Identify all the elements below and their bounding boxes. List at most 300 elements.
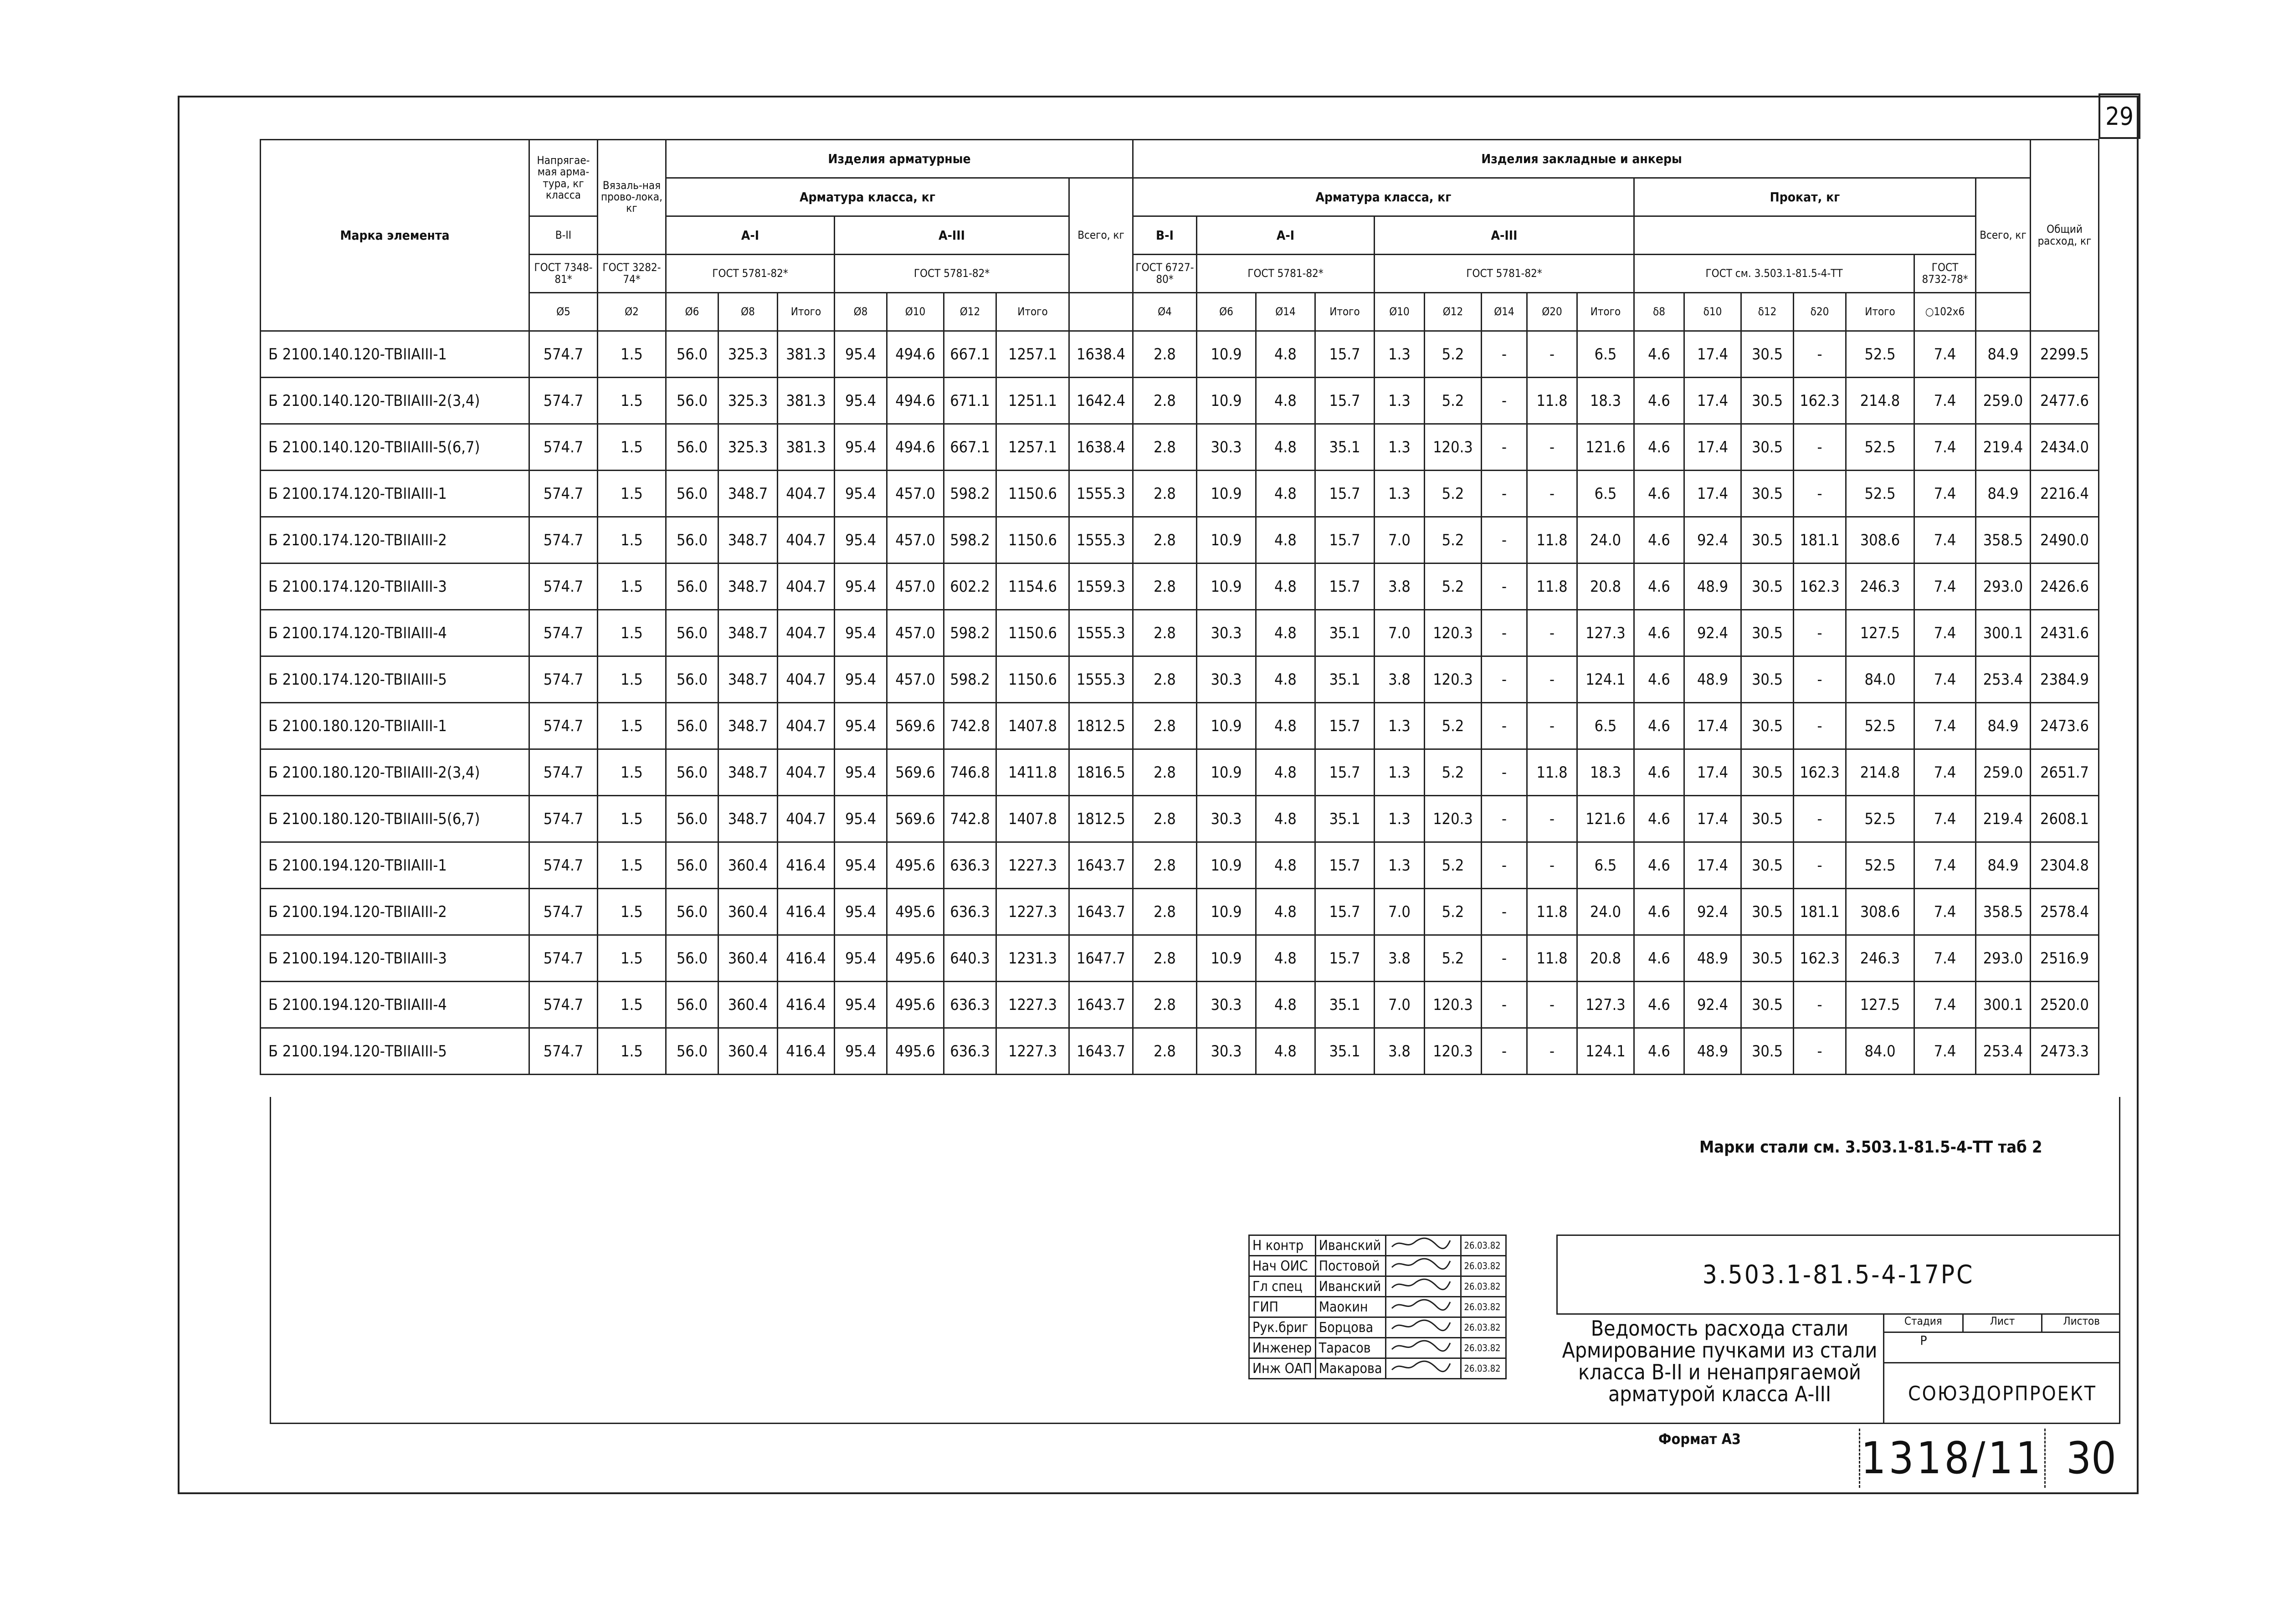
value-cell: 2431.6: [2031, 610, 2099, 656]
value-cell: 15.7: [1315, 378, 1375, 424]
value-cell: 495.6: [887, 982, 944, 1028]
value-cell: 495.6: [887, 842, 944, 889]
value-cell: 360.4: [718, 982, 778, 1028]
value-cell: 416.4: [778, 1028, 835, 1075]
value-cell: 120.3: [1425, 424, 1482, 471]
value-cell: 11.8: [1527, 935, 1577, 982]
value-cell: 348.7: [718, 703, 778, 749]
value-cell: 2299.5: [2031, 331, 2099, 378]
value-cell: 5.2: [1425, 889, 1482, 935]
value-cell: 30.5: [1741, 656, 1794, 703]
value-cell: 84.9: [1976, 703, 2031, 749]
header-gost-3282: ГОСТ 3282-74*: [598, 255, 666, 293]
value-cell: 95.4: [835, 564, 887, 610]
sub-d14: Ø14: [1256, 293, 1315, 331]
value-cell: 214.8: [1846, 378, 1914, 424]
value-cell: 4.8: [1256, 656, 1315, 703]
value-cell: 7.4: [1914, 656, 1976, 703]
value-cell: 348.7: [718, 656, 778, 703]
value-cell: 56.0: [666, 610, 718, 656]
value-cell: 11.8: [1527, 517, 1577, 564]
value-cell: 667.1: [944, 331, 996, 378]
signature-role: Рук.бриг: [1249, 1317, 1316, 1338]
value-cell: 1257.1: [996, 424, 1069, 471]
sub-d12: Ø12: [944, 293, 996, 331]
sheets-label: Листов: [2063, 1315, 2100, 1327]
element-mark-cell: Б 2100.180.120-ТВIIАIII-1: [261, 703, 529, 749]
value-cell: -: [1482, 842, 1527, 889]
value-cell: 5.2: [1425, 517, 1482, 564]
value-cell: 1.5: [598, 517, 666, 564]
value-cell: 348.7: [718, 796, 778, 842]
value-cell: 162.3: [1794, 749, 1846, 796]
value-cell: 30.3: [1197, 424, 1256, 471]
value-cell: 253.4: [1976, 656, 2031, 703]
header-rolled-blank: [1634, 216, 1976, 255]
value-cell: 84.9: [1976, 842, 2031, 889]
value-cell: 121.6: [1577, 796, 1634, 842]
value-cell: 120.3: [1425, 1028, 1482, 1075]
value-cell: 1.5: [598, 378, 666, 424]
value-cell: 10.9: [1197, 842, 1256, 889]
value-cell: 30.5: [1741, 703, 1794, 749]
value-cell: 2.8: [1133, 378, 1197, 424]
value-cell: 1642.4: [1069, 378, 1133, 424]
signature-name: Макарова: [1315, 1358, 1385, 1379]
table-row: [261, 378, 2099, 424]
value-cell: 1150.6: [996, 517, 1069, 564]
value-cell: 598.2: [944, 517, 996, 564]
value-cell: 2490.0: [2031, 517, 2099, 564]
sub-rebar-total-blank: [1069, 293, 1133, 331]
value-cell: 48.9: [1684, 935, 1741, 982]
value-cell: -: [1482, 703, 1527, 749]
value-cell: 4.6: [1634, 703, 1684, 749]
value-cell: 360.4: [718, 935, 778, 982]
steel-consumption-table: [260, 139, 2099, 1075]
value-cell: -: [1794, 331, 1846, 378]
value-cell: -: [1482, 982, 1527, 1028]
value-cell: 30.5: [1741, 471, 1794, 517]
value-cell: 30.5: [1741, 749, 1794, 796]
value-cell: 360.4: [718, 889, 778, 935]
table-row: [261, 517, 2099, 564]
value-cell: 636.3: [944, 1028, 996, 1075]
value-cell: 1150.6: [996, 471, 1069, 517]
header-rolled: Прокат, кг: [1634, 178, 1976, 216]
value-cell: 84.0: [1846, 1028, 1914, 1075]
signature-date: 26.03.82: [1461, 1256, 1506, 1276]
value-cell: 494.6: [887, 331, 944, 378]
signature-row: [1249, 1358, 1506, 1379]
value-cell: 18.3: [1577, 749, 1634, 796]
value-cell: 574.7: [529, 610, 598, 656]
value-cell: 3.8: [1375, 564, 1425, 610]
value-cell: 30.5: [1741, 796, 1794, 842]
value-cell: -: [1527, 842, 1577, 889]
value-cell: 56.0: [666, 935, 718, 982]
value-cell: 127.5: [1846, 982, 1914, 1028]
value-cell: 56.0: [666, 703, 718, 749]
value-cell: 95.4: [835, 517, 887, 564]
value-cell: 15.7: [1315, 703, 1375, 749]
value-cell: 7.4: [1914, 703, 1976, 749]
stage-header: [1884, 1315, 2120, 1333]
signature-name: Тарасов: [1315, 1338, 1385, 1358]
signature-mark: [1385, 1317, 1461, 1338]
value-cell: 10.9: [1197, 517, 1256, 564]
value-cell: 4.8: [1256, 935, 1315, 982]
header-a1-embedded: А-I: [1197, 216, 1375, 255]
value-cell: -: [1482, 889, 1527, 935]
value-cell: 1812.5: [1069, 703, 1133, 749]
value-cell: 5.2: [1425, 331, 1482, 378]
value-cell: 1227.3: [996, 842, 1069, 889]
header-prestressed: Напрягае-мая арма-тура, кг класса: [529, 140, 598, 216]
signature-date: 26.03.82: [1461, 1235, 1506, 1256]
value-cell: 35.1: [1315, 796, 1375, 842]
value-cell: 1812.5: [1069, 796, 1133, 842]
value-cell: 494.6: [887, 424, 944, 471]
value-cell: 404.7: [778, 471, 835, 517]
value-cell: 1407.8: [996, 796, 1069, 842]
value-cell: 495.6: [887, 935, 944, 982]
value-cell: 20.8: [1577, 935, 1634, 982]
value-cell: 360.4: [718, 1028, 778, 1075]
value-cell: 1154.6: [996, 564, 1069, 610]
signature-mark: [1385, 1297, 1461, 1317]
value-cell: 325.3: [718, 331, 778, 378]
value-cell: 124.1: [1577, 656, 1634, 703]
value-cell: 30.5: [1741, 610, 1794, 656]
value-cell: 2426.6: [2031, 564, 2099, 610]
value-cell: -: [1482, 749, 1527, 796]
value-cell: 24.0: [1577, 517, 1634, 564]
value-cell: 1643.7: [1069, 842, 1133, 889]
signature-date: 26.03.82: [1461, 1297, 1506, 1317]
value-cell: 358.5: [1976, 889, 2031, 935]
value-cell: 7.4: [1914, 517, 1976, 564]
value-cell: 15.7: [1315, 935, 1375, 982]
element-mark-cell: Б 2100.174.120-ТВIIАIII-1: [261, 471, 529, 517]
value-cell: 15.7: [1315, 517, 1375, 564]
value-cell: 574.7: [529, 331, 598, 378]
value-cell: -: [1482, 331, 1527, 378]
value-cell: 92.4: [1684, 517, 1741, 564]
value-cell: 56.0: [666, 378, 718, 424]
value-cell: 120.3: [1425, 796, 1482, 842]
sub-t10: δ10: [1684, 293, 1741, 331]
value-cell: -: [1794, 842, 1846, 889]
value-cell: 495.6: [887, 1028, 944, 1075]
value-cell: 52.5: [1846, 842, 1914, 889]
value-cell: -: [1482, 564, 1527, 610]
value-cell: 416.4: [778, 842, 835, 889]
value-cell: 30.5: [1741, 982, 1794, 1028]
sub-d2: Ø2: [598, 293, 666, 331]
value-cell: 2473.3: [2031, 1028, 2099, 1075]
value-cell: -: [1527, 610, 1577, 656]
value-cell: 1150.6: [996, 610, 1069, 656]
element-mark-cell: Б 2100.174.120-ТВIIАIII-5: [261, 656, 529, 703]
sub-d6-emb: Ø6: [1197, 293, 1256, 331]
value-cell: 95.4: [835, 378, 887, 424]
sub-t20: δ20: [1794, 293, 1846, 331]
value-cell: 7.4: [1914, 424, 1976, 471]
value-cell: 162.3: [1794, 564, 1846, 610]
header-gost-8732: ГОСТ 8732-78*: [1914, 255, 1976, 293]
value-cell: 253.4: [1976, 1028, 2031, 1075]
value-cell: 48.9: [1684, 1028, 1741, 1075]
value-cell: 95.4: [835, 1028, 887, 1075]
value-cell: 4.8: [1256, 378, 1315, 424]
header-gost-5781-d: ГОСТ 5781-82*: [1375, 255, 1634, 293]
value-cell: -: [1482, 935, 1527, 982]
signature-mark: [1385, 1358, 1461, 1379]
value-cell: 7.4: [1914, 889, 1976, 935]
value-cell: 10.9: [1197, 889, 1256, 935]
value-cell: 2304.8: [2031, 842, 2099, 889]
value-cell: 10.9: [1197, 703, 1256, 749]
value-cell: 636.3: [944, 889, 996, 935]
table-row: [261, 982, 2099, 1028]
signature-date: 26.03.82: [1461, 1358, 1506, 1379]
value-cell: 640.3: [944, 935, 996, 982]
value-cell: 1.3: [1375, 842, 1425, 889]
signature-mark: [1385, 1256, 1461, 1276]
sub-d12-emb: Ø12: [1425, 293, 1482, 331]
element-mark-cell: Б 2100.194.120-ТВIIАIII-4: [261, 982, 529, 1028]
value-cell: 7.4: [1914, 331, 1976, 378]
title-block-signatures: [1248, 1235, 1507, 1379]
value-cell: 574.7: [529, 517, 598, 564]
top-page-number: 29: [2098, 93, 2140, 139]
value-cell: 4.8: [1256, 842, 1315, 889]
value-cell: -: [1794, 471, 1846, 517]
value-cell: 569.6: [887, 703, 944, 749]
value-cell: 358.5: [1976, 517, 2031, 564]
value-cell: -: [1482, 378, 1527, 424]
value-cell: 17.4: [1684, 424, 1741, 471]
value-cell: 598.2: [944, 656, 996, 703]
sub-d10-emb: Ø10: [1375, 293, 1425, 331]
sub-total-a3: Итого: [996, 293, 1069, 331]
value-cell: 56.0: [666, 517, 718, 564]
value-cell: -: [1527, 703, 1577, 749]
header-a3: А-III: [835, 216, 1069, 255]
value-cell: 214.8: [1846, 749, 1914, 796]
value-cell: 10.9: [1197, 331, 1256, 378]
sub-total-a3-emb: Итого: [1577, 293, 1634, 331]
value-cell: -: [1527, 471, 1577, 517]
value-cell: 667.1: [944, 424, 996, 471]
value-cell: 348.7: [718, 610, 778, 656]
value-cell: 1.5: [598, 749, 666, 796]
value-cell: 1227.3: [996, 889, 1069, 935]
value-cell: 56.0: [666, 424, 718, 471]
value-cell: 52.5: [1846, 331, 1914, 378]
table-row: [261, 564, 2099, 610]
value-cell: 1638.4: [1069, 424, 1133, 471]
header-overall: Общий расход, кг: [2031, 140, 2099, 331]
table-row: [261, 471, 2099, 517]
value-cell: 4.6: [1634, 610, 1684, 656]
value-cell: 574.7: [529, 842, 598, 889]
value-cell: 4.6: [1634, 796, 1684, 842]
value-cell: 598.2: [944, 471, 996, 517]
value-cell: 1231.3: [996, 935, 1069, 982]
value-cell: 5.2: [1425, 703, 1482, 749]
value-cell: -: [1794, 610, 1846, 656]
value-cell: 15.7: [1315, 331, 1375, 378]
value-cell: 300.1: [1976, 982, 2031, 1028]
value-cell: 4.6: [1634, 935, 1684, 982]
table-row: [261, 610, 2099, 656]
value-cell: 308.6: [1846, 889, 1914, 935]
value-cell: 120.3: [1425, 982, 1482, 1028]
value-cell: 671.1: [944, 378, 996, 424]
signature-role: Н контр: [1249, 1235, 1316, 1256]
value-cell: 574.7: [529, 796, 598, 842]
value-cell: 5.2: [1425, 378, 1482, 424]
value-cell: 7.4: [1914, 1028, 1976, 1075]
value-cell: 5.2: [1425, 842, 1482, 889]
signature-name: Постовой: [1315, 1256, 1385, 1276]
value-cell: 56.0: [666, 331, 718, 378]
value-cell: 4.6: [1634, 656, 1684, 703]
value-cell: 348.7: [718, 749, 778, 796]
value-cell: 7.4: [1914, 935, 1976, 982]
value-cell: 348.7: [718, 471, 778, 517]
value-cell: 325.3: [718, 424, 778, 471]
value-cell: 598.2: [944, 610, 996, 656]
header-b1: В-I: [1133, 216, 1197, 255]
value-cell: 18.3: [1577, 378, 1634, 424]
value-cell: 30.5: [1741, 889, 1794, 935]
value-cell: 11.8: [1527, 564, 1577, 610]
value-cell: 30.3: [1197, 610, 1256, 656]
value-cell: 56.0: [666, 471, 718, 517]
value-cell: 95.4: [835, 889, 887, 935]
value-cell: 1227.3: [996, 982, 1069, 1028]
value-cell: 11.8: [1527, 749, 1577, 796]
value-cell: 30.5: [1741, 842, 1794, 889]
value-cell: 602.2: [944, 564, 996, 610]
value-cell: 11.8: [1527, 889, 1577, 935]
signature-name: Маокин: [1315, 1297, 1385, 1317]
value-cell: 15.7: [1315, 889, 1375, 935]
value-cell: 4.8: [1256, 331, 1315, 378]
value-cell: 2516.9: [2031, 935, 2099, 982]
value-cell: 95.4: [835, 796, 887, 842]
header-embedded-total: Всего, кг: [1976, 178, 2031, 293]
value-cell: 56.0: [666, 656, 718, 703]
value-cell: 1257.1: [996, 331, 1069, 378]
signature-role: Инж ОАП: [1249, 1358, 1316, 1379]
header-b2: В-II: [529, 216, 598, 255]
value-cell: 1411.8: [996, 749, 1069, 796]
value-cell: 7.4: [1914, 610, 1976, 656]
element-mark-cell: Б 2100.174.120-ТВIIАIII-3: [261, 564, 529, 610]
value-cell: 1.5: [598, 656, 666, 703]
value-cell: 120.3: [1425, 610, 1482, 656]
value-cell: 56.0: [666, 749, 718, 796]
steel-grade-note: Марки стали см. 3.503.1-81.5-4-ТТ таб 2: [1699, 1138, 2042, 1157]
value-cell: -: [1482, 471, 1527, 517]
value-cell: 5.2: [1425, 749, 1482, 796]
value-cell: 1150.6: [996, 656, 1069, 703]
sub-total-rolled: Итого: [1846, 293, 1914, 331]
value-cell: -: [1794, 703, 1846, 749]
signature-name: Иванский: [1315, 1276, 1385, 1297]
value-cell: 52.5: [1846, 424, 1914, 471]
value-cell: 30.3: [1197, 656, 1256, 703]
value-cell: 30.5: [1741, 564, 1794, 610]
value-cell: 6.5: [1577, 471, 1634, 517]
value-cell: 30.3: [1197, 1028, 1256, 1075]
value-cell: 574.7: [529, 703, 598, 749]
value-cell: 7.0: [1375, 517, 1425, 564]
value-cell: 7.4: [1914, 982, 1976, 1028]
value-cell: 2.8: [1133, 331, 1197, 378]
value-cell: 35.1: [1315, 982, 1375, 1028]
value-cell: -: [1527, 656, 1577, 703]
value-cell: 1555.3: [1069, 610, 1133, 656]
value-cell: 219.4: [1976, 424, 2031, 471]
signature-date: 26.03.82: [1461, 1276, 1506, 1297]
value-cell: 56.0: [666, 889, 718, 935]
value-cell: 162.3: [1794, 378, 1846, 424]
sub-d14-emb: Ø14: [1482, 293, 1527, 331]
value-cell: 246.3: [1846, 564, 1914, 610]
value-cell: 1.5: [598, 982, 666, 1028]
value-cell: 121.6: [1577, 424, 1634, 471]
sub-d5: Ø5: [529, 293, 598, 331]
value-cell: 4.6: [1634, 842, 1684, 889]
value-cell: 1638.4: [1069, 331, 1133, 378]
value-cell: 2216.4: [2031, 471, 2099, 517]
value-cell: 2.8: [1133, 796, 1197, 842]
value-cell: 2.8: [1133, 1028, 1197, 1075]
value-cell: -: [1794, 1028, 1846, 1075]
value-cell: 17.4: [1684, 749, 1741, 796]
value-cell: 6.5: [1577, 331, 1634, 378]
value-cell: 1555.3: [1069, 471, 1133, 517]
value-cell: 11.8: [1527, 378, 1577, 424]
value-cell: 574.7: [529, 935, 598, 982]
value-cell: 1227.3: [996, 1028, 1069, 1075]
value-cell: 35.1: [1315, 656, 1375, 703]
value-cell: 259.0: [1976, 378, 2031, 424]
value-cell: -: [1794, 424, 1846, 471]
value-cell: 300.1: [1976, 610, 2031, 656]
sub-total-a1-emb: Итого: [1315, 293, 1375, 331]
value-cell: 56.0: [666, 982, 718, 1028]
value-cell: 7.4: [1914, 749, 1976, 796]
value-cell: 56.0: [666, 796, 718, 842]
value-cell: 5.2: [1425, 471, 1482, 517]
element-mark-cell: Б 2100.140.120-ТВIIАIII-5(6,7): [261, 424, 529, 471]
value-cell: 1.3: [1375, 749, 1425, 796]
value-cell: 574.7: [529, 564, 598, 610]
value-cell: 4.8: [1256, 889, 1315, 935]
value-cell: 95.4: [835, 703, 887, 749]
value-cell: 348.7: [718, 564, 778, 610]
value-cell: 574.7: [529, 424, 598, 471]
value-cell: -: [1794, 796, 1846, 842]
value-cell: 30.5: [1741, 378, 1794, 424]
document-code: 3.503.1-81.5-4-17РС: [1556, 1235, 2120, 1315]
